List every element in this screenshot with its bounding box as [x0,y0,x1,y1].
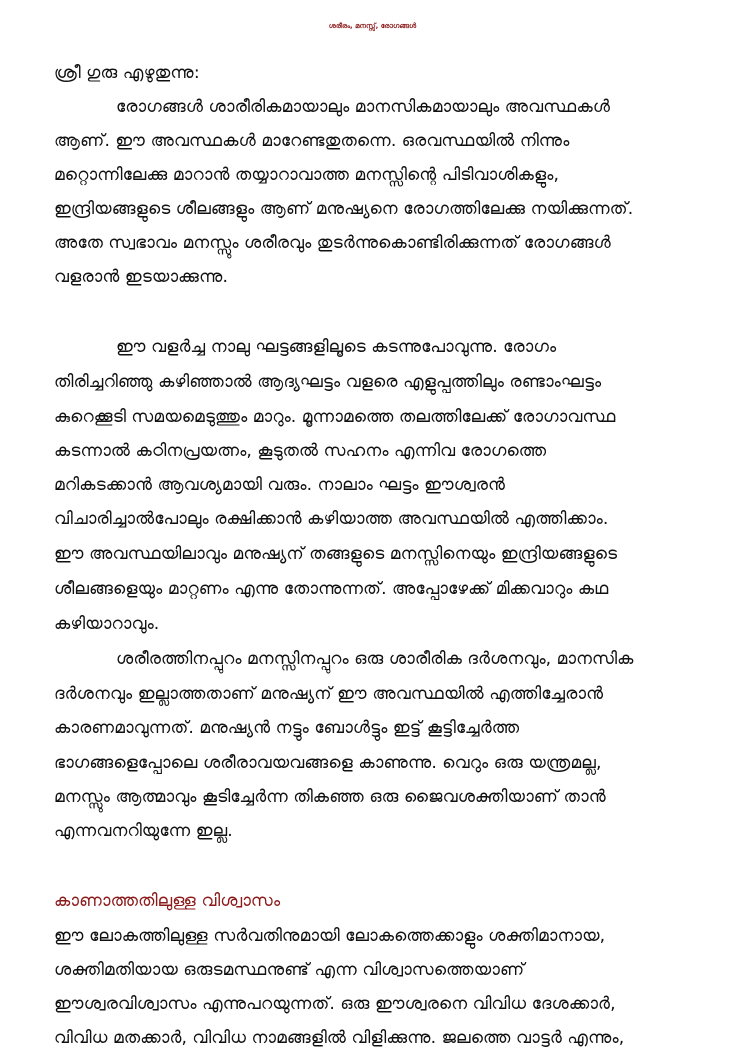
para2-line-3: കുറെക്കൂടി സമയമെടുത്തും മാറും. മൂന്നാമത്തെ തലത്തിലേക്ക് രോഗാവസ്ഥ [54,407,616,427]
para4-line-3: ഈശ്വരവിശ്വാസം എന്നുപറയുന്നത്. ഒരു ഈശ്വരനെ വിവിധ ദേശക്കാർ, [54,994,616,1014]
para1-line-2: ആണ്. ഈ അവസ്ഥകൾ മാറേണ്ടതുതന്നെ. ഒരവസ്ഥയിൽ നിന്നും [54,131,570,151]
para2-line-6: വിചാരിച്ചാൽപോലും രക്ഷിക്കാൻ കഴിയാത്ത അവസ്ഥയിൽ എത്തിക്കാം. [54,509,609,529]
para1-line-5: അതേ സ്വഭാവം മനസ്സും ശരീരവും തുടർന്നുകൊണ്ടിരിക്കുന്നത് രോഗങ്ങൾ [54,233,611,253]
para3-line-5: മനസ്സും ആത്മാവും കൂടിച്ചേർന്ന തികഞ്ഞ ഒരു ജൈവശക്തിയാണ് താൻ [54,787,606,807]
para2-line-2: തിരിച്ചറിഞ്ഞു കഴിഞ്ഞാൽ ആദ്യഘട്ടം വളരെ എളുപ്പത്തിലും രണ്ടാംഘട്ടം [54,372,602,392]
para3-line-6: എന്നവനറിയുന്നേ ഇല്ല. [54,821,233,841]
para2-line-8: ശീലങ്ങളെയും മാറ്റണം എന്നു തോന്നുന്നത്. അപ്പോഴേക്ക് മിക്കവാറും കഥ [54,579,609,599]
para3-line-2: ദർശനവും ഇല്ലാത്തതാണ് മനുഷ്യന് ഈ അവസ്ഥയിൽ എത്തിച്ചേരാൻ [54,684,604,704]
para4-line-2: ശക്തിമതിയായ ഒരുടമസ്ഥനുണ്ട് എന്ന വിശ്വാസത്തെയാണ് [54,960,525,980]
para4-line-4: വിവിധ മതക്കാർ, വിവിധ നാമങ്ങളിൽ വിളിക്കുന്നു. ജലത്തെ വാട്ടർ എന്നും, [54,1028,625,1048]
para4-line-1: ഈ ലോകത്തിലുള്ള സർവതിനുമായി ലോകത്തെക്കാളും ശക്തിമാനായ, [54,926,606,946]
para1-line-3: മറ്റൊന്നിലേക്കു മാറാൻ തയ്യാറാവാത്ത മനസ്സിന്റെ പിടിവാശികളും, [54,165,559,185]
para2-line-9: കഴിയാറാവും. [54,614,160,634]
para2-line-7: ഈ അവസ്ഥയിലാവും മനുഷ്യന് തങ്ങളുടെ മനസ്സിനെയും ഇന്ദ്രിയങ്ങളുടെ [54,544,618,564]
para3-line-4: ഭാഗങ്ങളെപ്പോലെ ശരീരാവയവങ്ങളെ കാണുന്നു. വെറും ഒരു യന്ത്രമല്ല, [54,753,602,773]
page-title: ശരീരം, മനസ്സ്, രോഗങ്ങൾ [328,22,417,30]
para1-line-6: വളരാൻ ഇടയാക്കുന്നു. [54,267,228,287]
para2-line-1: ഈ വളർച്ച നാലു ഘട്ടങ്ങളിലൂടെ കടന്നുപോവുന്നു. രോഗം [116,337,557,357]
section-heading: കാണാത്തതിലുള്ള വിശ്വാസം [54,891,281,911]
para1-line-1: രോഗങ്ങൾ ശാരീരികമായാലും മാനസികമായാലും അവസ്ഥകൾ [116,97,611,117]
para1-line-4: ഇന്ദ്രിയങ്ങളുടെ ശീലങ്ങളും ആണ് മനുഷ്യനെ രോഗത്തിലേക്കു നയിക്കുന്നത്. [54,199,634,219]
intro-line: ശ്രീ ഗുരു എഴുതുന്നു: [54,63,200,83]
para3-line-1: ശരീരത്തിനപ്പുറം മനസ്സിനപ്പുറം ഒരു ശാരീരിക ദർശനവും, മാനസിക [116,649,634,669]
para2-line-4: കടന്നാൽ കഠിനപ്രയത്നം, കൂടുതൽ സഹനം എന്നിവ രോഗത്തെ [54,441,547,461]
para3-line-3: കാരണമാവുന്നത്. മനുഷ്യൻ നട്ടും ബോൾട്ടും ഇട്ട് കൂട്ടിച്ചേർത്ത [54,718,520,738]
para2-line-5: മറികടക്കാൻ ആവശ്യമായി വരും. നാലാം ഘട്ടം ഈശ്വരൻ [54,475,506,495]
